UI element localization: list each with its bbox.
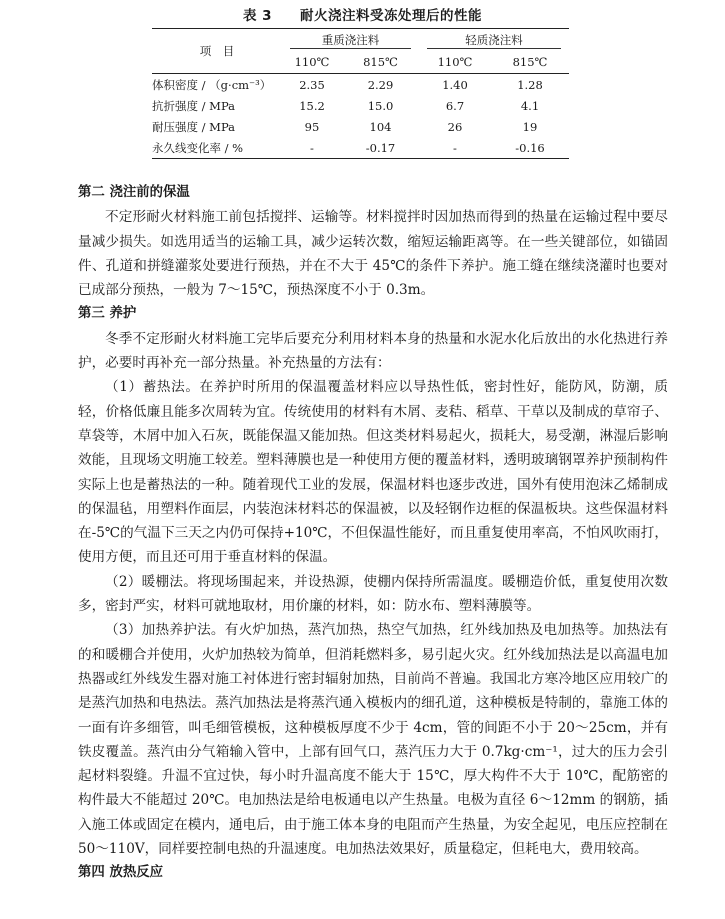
table-cell: 26	[447, 119, 463, 134]
table-cell: -0.16	[491, 137, 569, 159]
body-text	[78, 181, 668, 886]
paragraph: 不定形耐火材料施工前包括搅拌、运输等。材料搅拌时因加热而得到的热量在运输过程中要尽量减少损失。如选用适当的运输工具，减少运转次数，缩短运输距离等。在一些关键部位，如锚固件、孔道和拼缝灌浆处要进行预热，并在不大于 45℃的条件下养护。施工缝在继续浇灌时也要对已成部分预热，一般为 7～15℃，预热深度不小于 0.3m。	[78, 209, 668, 299]
table-cell: 95	[304, 119, 320, 134]
table-cell: 6.7	[445, 98, 465, 113]
paragraph: （3）加热养护法。有火炉加热，蒸汽加热，热空气加热，红外线加热及电加热等。加热法有的和暖棚合并使用，火炉加热较为简单，但消耗燃料多，易引起火灾。红外线加热法是以高温电加热器或红外线发生器对施工衬体进行密封辐射加热，目前尚不普遍。我国北方寒冷地区应用较广的是蒸汽加热和电热法。蒸汽加热法是将蒸汽通入模板内的细孔道，这种模板是特制的，靠施工体的一面有许多细管，叫毛细管模板，这种模板厚度不少于 4cm，管的间距不小于 20～25cm，并有铁皮覆盖。蒸汽由分气箱输入管中，上部有回气口，蒸汽压力大于 0.7kg·cm⁻¹，过大的压力会引起材料裂缝。升温不宜过快，每小时升温高度不能大于 15℃，厚大构件不大于 10℃，配筋密的构件最大不能超过 20℃。电加热法是给电板通电以产生热量。电极为直径 6～12mm 的钢筋，插入施工体或固定在模内，通电后，由于施工体本身的电阻而产生热量，为安全起见，电压应控制在 50～110V，同样要控制电热的升温速度。电加热法效果好，质量稳定，但耗电大，费用较高。	[78, 622, 668, 858]
section-heading: 第三 养护	[78, 306, 137, 322]
group-header-light: 轻质浇注料	[419, 29, 569, 51]
table-cell: 19	[522, 119, 538, 134]
paragraph: （2）暖棚法。将现场围起来，并设热源，使棚内保持所需温度。暖棚造价低，重复使用次数多，密封严实，材料可就地取材，用价廉的材料，如：防水布、塑料薄膜等。	[78, 573, 668, 615]
temp-header: 110℃	[419, 50, 491, 74]
table-cell: 15.2	[299, 98, 325, 113]
table-cell: -0.17	[342, 137, 419, 159]
item-header: 项 目	[152, 29, 282, 74]
group-header-heavy: 重质浇注料	[282, 29, 419, 51]
row-label: 抗折强度 / MPa	[152, 98, 236, 113]
table-cell: 4.1	[520, 98, 540, 113]
table-cell: 2.29	[367, 77, 394, 92]
table-row	[152, 95, 569, 116]
table-cell: 1.28	[517, 77, 543, 92]
table-caption: 表 3 耐火浇注料受冻处理后的性能	[242, 8, 483, 24]
properties-table	[152, 28, 569, 159]
section-heading: 第四 放热反应	[78, 865, 164, 881]
temp-header: 815℃	[491, 50, 569, 74]
table-cell: 104	[369, 119, 392, 134]
row-label: 永久线变化率 / %	[152, 137, 282, 159]
temp-header: 815℃	[342, 50, 419, 74]
table-cell: 15.0	[367, 98, 394, 113]
table-row	[152, 137, 569, 159]
row-label: 耐压强度 / MPa	[152, 119, 236, 134]
table-row	[152, 74, 569, 96]
row-label: 体积密度 / （g·cm⁻³）	[152, 77, 272, 92]
table-cell: 2.35	[299, 77, 325, 92]
table-cell: -	[419, 137, 491, 159]
table-cell: -	[282, 137, 342, 159]
paragraph: 冬季不定形耐火材料施工完毕后要充分利用材料本身的热量和水泥水化后放出的水化热进行养护，必要时再补充一部分热量。补充热量的方法有：	[78, 330, 668, 372]
table-cell: 1.40	[442, 77, 468, 92]
table-row	[152, 116, 569, 137]
paragraph: （1）蓄热法。在养护时所用的保温覆盖材料应以导热性低，密封性好，能防风，防潮，质轻，价格低廉且能多次周转为宜。传统使用的材料有木屑、麦秸、稻草、干草以及制成的草帘子、草袋等，木屑中加入石灰，既能保温又能加热。但这类材料易起火，损耗大，易受潮，淋湿后影响效能，且现场文明施工较差。塑料薄膜也是一种使用方便的覆盖材料，透明玻璃钢罩养护预制构件实际上也是蓄热法的一种。随着现代工业的发展，保温材料也逐步改进，国外有使用泡沫乙烯制成的保温毡，用塑料作面层，内装泡沫材料芯的保温被，以及轻钢作边框的保温板块。这些保温材料在-5℃的气温下三天之内仍可保持+10℃，不但保温性能好，而且重复使用率高，不怕风吹雨打，使用方便，而且还可用于垂直材料的保温。	[78, 379, 668, 566]
temp-header: 110℃	[282, 50, 342, 74]
section-heading: 第二 浇注前的保温	[78, 185, 190, 200]
